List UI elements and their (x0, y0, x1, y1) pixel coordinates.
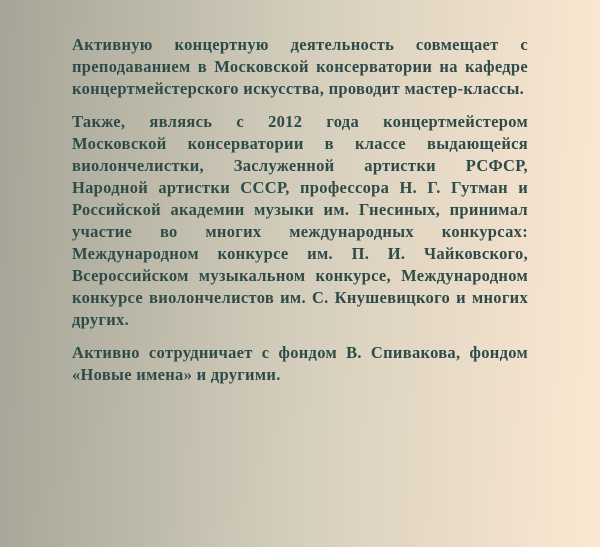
paragraph-foundations: Активно сотрудничает с фондом В. Спивакова, фондом «Новые имена» и другими. (72, 343, 528, 384)
biography-text-block (72, 34, 528, 397)
paragraph-conservatory-competitions: Также, являясь с 2012 года концертмейстером Московской консерватории в классе выдающейся виолончелистки, Заслуженной артистки РСФСР, Народной артистки СССР, профессора Н. Г. Гутман и Российской академии музыки им. Гнесиных, принимал участие во многих международных конкурсах: Международном конкурсе им. П. И. Чайковского, Всероссийском музыкальном конкурсе, Международном конкурсе виолончелистов им. С. Кнушевицкого и многих других. (72, 112, 528, 329)
paragraph-concert-activity: Активную концертную деятельность совмещает с преподаванием в Московской консерватории на кафедре концертмейстерского искусства, проводит мастер-классы. (72, 35, 528, 98)
